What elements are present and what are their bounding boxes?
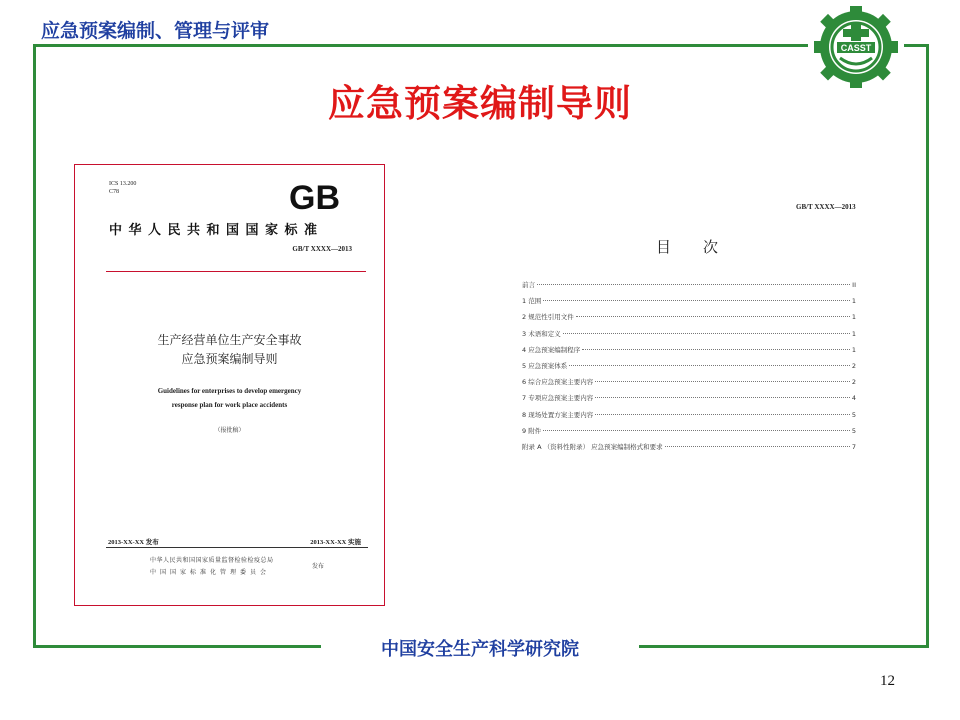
toc-entry-label: 附录 A （资料性附录） 应急预案编制格式和要求 <box>522 442 663 451</box>
cover-divider <box>106 271 366 272</box>
toc-entry <box>522 426 856 442</box>
toc-entry <box>522 312 856 328</box>
toc-entry-page: 1 <box>851 329 856 338</box>
toc-entry <box>522 410 856 426</box>
frame-right-border <box>926 44 929 648</box>
standard-cover-page <box>74 164 385 606</box>
cover-chinese-title <box>75 331 384 369</box>
toc-entry-page: 1 <box>851 345 856 354</box>
cover-title-line2: 应急预案编制导则 <box>181 352 278 366</box>
toc-dot-leader <box>537 284 850 285</box>
toc-entry-label: 7 专项应急预案主要内容 <box>522 394 594 403</box>
toc-entry-page: II <box>852 281 856 289</box>
toc-entry <box>522 361 856 377</box>
toc-entry-page: 2 <box>851 378 856 387</box>
toc-dot-leader <box>595 381 850 382</box>
toc-entry-page: 4 <box>851 394 856 403</box>
page-number: 12 <box>880 673 895 689</box>
toc-entry <box>522 296 856 312</box>
standard-number: GB/T XXXX—2013 <box>292 245 352 253</box>
toc-entry-label: 5 应急预案体系 <box>522 361 568 370</box>
toc-entry-label: 6 综合应急预案主要内容 <box>522 378 594 387</box>
toc-entry-label: 前言 <box>522 281 535 289</box>
table-of-contents <box>522 280 856 458</box>
contents-heading: 目次 <box>656 238 751 256</box>
toc-entry <box>522 442 856 458</box>
implement-date: 2013-XX-XX 实施 <box>310 539 361 546</box>
publish-label: 发布 <box>312 563 325 570</box>
cover-meta <box>109 180 136 196</box>
draft-label: （报批稿） <box>214 427 245 434</box>
toc-entry-label: 4 应急预案编制程序 <box>522 345 581 354</box>
toc-entry <box>522 393 856 409</box>
toc-entry-label: 3 术语和定义 <box>522 329 561 338</box>
toc-entry-label: 9 附件 <box>522 426 542 435</box>
toc-dot-leader <box>563 333 850 334</box>
toc-entry <box>522 345 856 361</box>
slide-title: 应急预案编制导则 <box>328 82 632 125</box>
publisher-line1: 中华人民共和国国家质量监督检验检疫总局 <box>150 557 274 564</box>
ics-code: ICS 13.200 <box>109 181 137 187</box>
frame-top-border <box>33 44 808 47</box>
toc-dot-leader <box>582 349 850 350</box>
toc-dot-leader <box>665 446 850 447</box>
cover-title-line1: 生产经营单位生产安全事故 <box>157 333 302 347</box>
frame-bottom-right-border <box>639 645 929 648</box>
class-code: C78 <box>109 189 120 195</box>
publisher-line2: 中国国家标准化管理委员会 <box>150 569 271 576</box>
contents-standard-code: GB/T XXXX—2013 <box>796 203 856 211</box>
toc-entry-page: 2 <box>851 361 856 370</box>
toc-entry-label: 2 规范性引用文件 <box>522 313 574 322</box>
toc-entry-page: 1 <box>851 297 856 306</box>
toc-entry-page: 5 <box>851 426 856 435</box>
national-standard-name: 中华人民共和国国家标准 <box>109 223 324 238</box>
toc-entry-label: 8 现场处置方案主要内容 <box>522 410 594 419</box>
slide-header-title: 应急预案编制、管理与评审 <box>41 20 270 42</box>
logo-text: CASST <box>840 43 872 53</box>
toc-dot-leader <box>543 300 850 301</box>
toc-dot-leader <box>576 316 850 317</box>
frame-bottom-left-border <box>33 645 321 648</box>
issue-date: 2013-XX-XX 发布 <box>108 539 159 546</box>
cover-english-title <box>75 384 384 412</box>
toc-dot-leader <box>543 430 850 431</box>
toc-dot-leader <box>595 414 850 415</box>
cover-bottom-divider <box>106 547 368 548</box>
gb-mark: GB <box>289 179 340 217</box>
toc-entry-page: 1 <box>851 313 856 322</box>
toc-entry-page: 7 <box>851 442 856 451</box>
frame-left-border <box>33 44 36 648</box>
toc-dot-leader <box>569 365 850 366</box>
cover-en-line1: Guidelines for enterprises to develop emergency <box>157 387 302 395</box>
toc-entry <box>522 280 856 296</box>
footer-institute: 中国安全生产科学研究院 <box>381 639 579 660</box>
toc-entry-page: 5 <box>851 410 856 419</box>
toc-entry <box>522 377 856 393</box>
toc-entry-label: 1 范围 <box>522 297 542 306</box>
toc-entry <box>522 329 856 345</box>
toc-dot-leader <box>595 397 850 398</box>
cover-en-line2: response plan for work place accidents <box>171 401 288 409</box>
